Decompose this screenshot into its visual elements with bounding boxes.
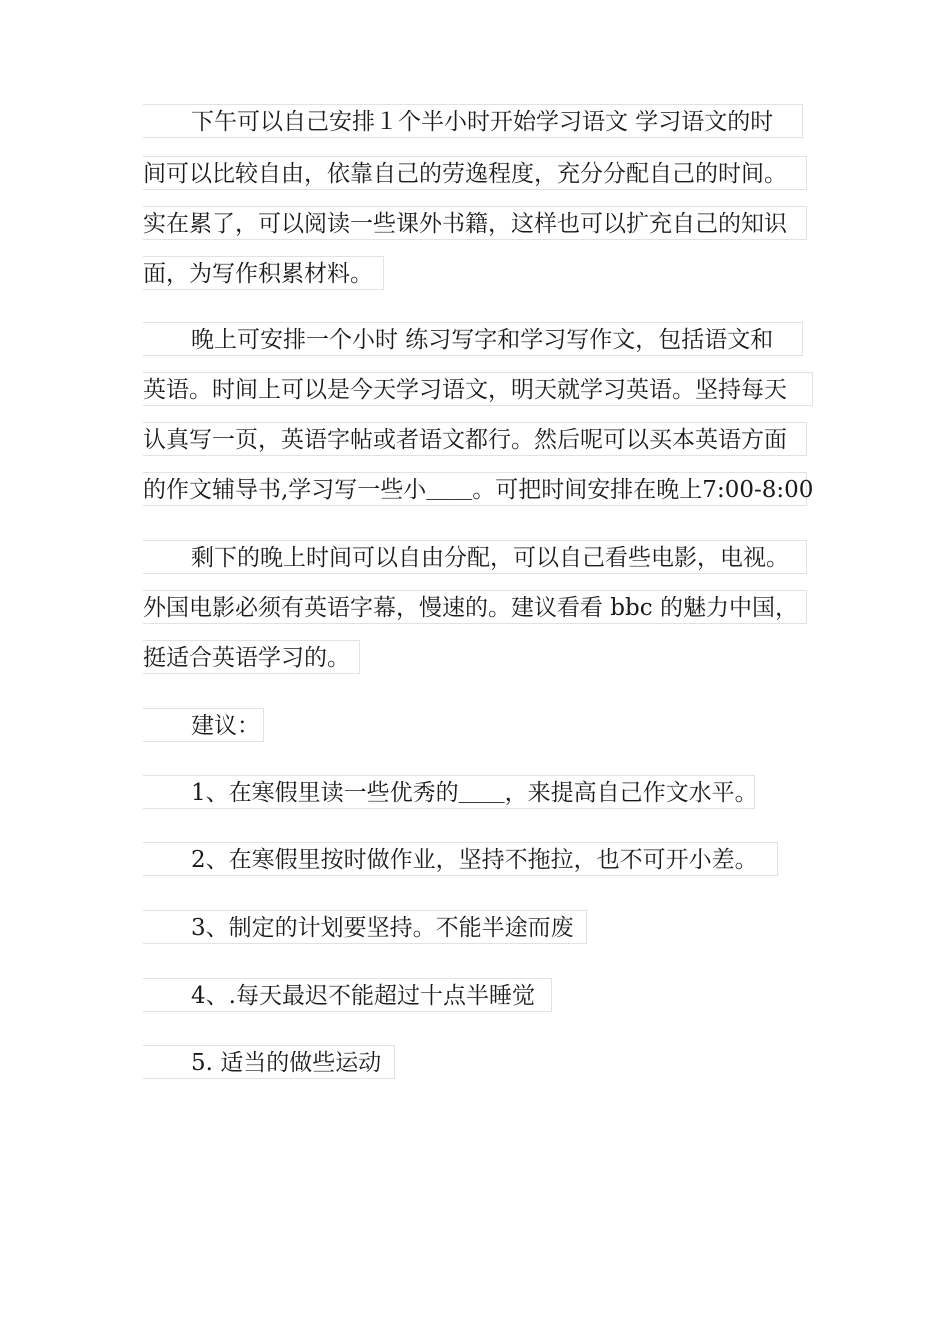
paragraph-2-line-2: 英语。时间上可以是今天学习语文，明天就学习英语。坚持每天 — [143, 372, 813, 406]
paragraph-1-line-2: 间可以比较自由，依靠自己的劳逸程度，充分分配自己的时间。 — [143, 156, 807, 190]
suggestion-item-5: 5. 适当的做些运动 — [143, 1045, 395, 1079]
paragraph-3-line-3: 挺适合英语学习的。 — [143, 640, 360, 674]
paragraph-2-line-4: 的作文辅导书,学习写一些小＿＿。可把时间安排在晚上7:00-8:00 — [143, 472, 807, 506]
paragraph-3-line-2: 外国电影必须有英语字幕，慢速的。建议看看 bbc 的魅力中国， — [143, 590, 807, 624]
suggestion-item-1: 1、在寒假里读一些优秀的＿＿，来提高自己作文水平。 — [143, 775, 755, 809]
paragraph-1-line-1: 下午可以自己安排１个半小时开始学习语文 学习语文的时 — [143, 104, 803, 138]
suggestion-item-3: 3、制定的计划要坚持。不能半途而废 — [143, 910, 587, 944]
paragraph-2-line-1: 晚上可安排一个小时 练习写字和学习写作文，包括语文和 — [143, 322, 803, 356]
suggestion-item-4: 4、.每天最迟不能超过十点半睡觉 — [143, 978, 552, 1012]
paragraph-2-line-3: 认真写一页，英语字帖或者语文都行。然后呢可以买本英语方面 — [143, 422, 807, 456]
suggestion-item-2: 2、在寒假里按时做作业，坚持不拖拉，也不可开小差。 — [143, 842, 778, 876]
paragraph-3-line-1: 剩下的晚上时间可以自由分配，可以自己看些电影，电视。 — [143, 540, 807, 574]
suggestions-heading: 建议： — [143, 708, 264, 742]
paragraph-1-line-4: 面，为写作积累材料。 — [143, 256, 384, 290]
paragraph-1-line-3: 实在累了，可以阅读一些课外书籍，这样也可以扩充自己的知识 — [143, 206, 807, 240]
